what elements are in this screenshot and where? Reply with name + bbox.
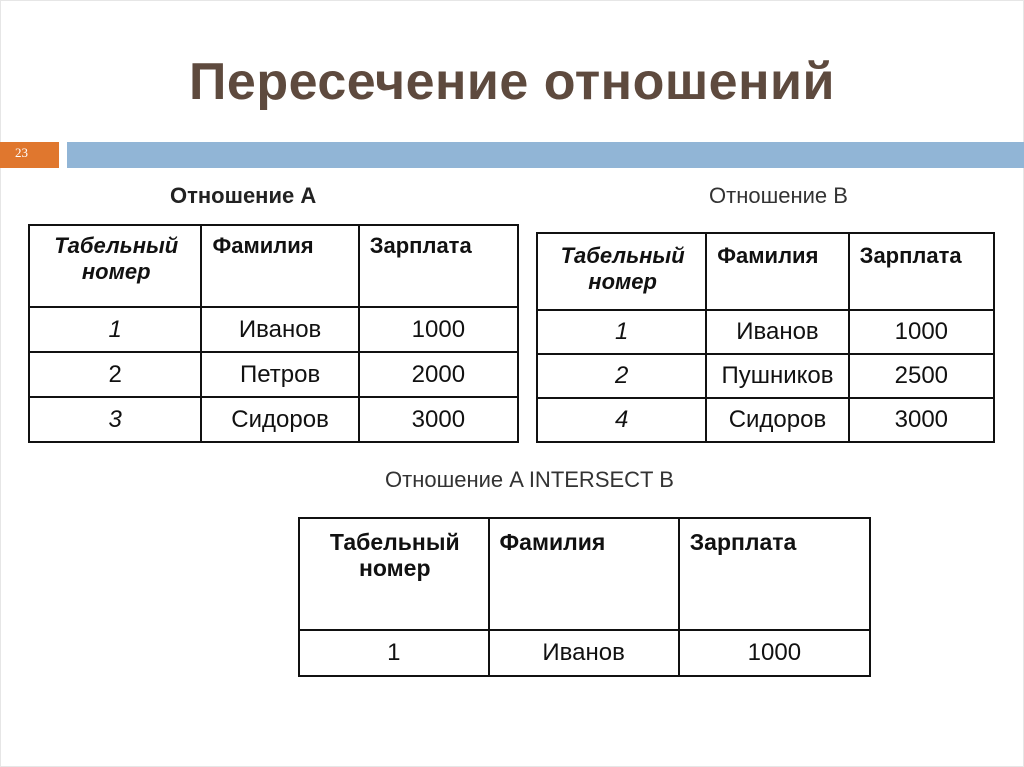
table-cell: 2500 <box>849 354 994 398</box>
column-header: Фамилия <box>201 225 358 307</box>
table-row <box>299 630 870 676</box>
relation-b-table <box>536 232 995 443</box>
relation-a-caption: Отношение А <box>170 183 317 208</box>
relation-a-table <box>28 224 519 443</box>
header-rule-bar <box>67 142 1024 168</box>
table-cell: 3000 <box>359 397 518 442</box>
slide-title: Пересечение отношений <box>189 53 835 111</box>
table-header-row <box>29 225 518 307</box>
column-header: Зарплата <box>679 518 870 630</box>
table-cell: Иванов <box>201 307 358 352</box>
table-cell: Иванов <box>489 630 679 676</box>
table-cell: 1 <box>537 310 706 354</box>
table-cell: 1000 <box>359 307 518 352</box>
table-row <box>29 397 518 442</box>
table-row <box>537 398 994 442</box>
table-cell: Петров <box>201 352 358 397</box>
column-header: Фамилия <box>706 233 848 310</box>
table-cell: 2 <box>29 352 201 397</box>
relation-b-caption: Отношение В <box>709 183 848 208</box>
table-cell: 1 <box>29 307 201 352</box>
table-cell: 1 <box>299 630 489 676</box>
table-cell: 1000 <box>679 630 870 676</box>
column-header: Фамилия <box>489 518 679 630</box>
table-cell: Пушников <box>706 354 848 398</box>
table-cell: Сидоров <box>201 397 358 442</box>
table-header-row <box>299 518 870 630</box>
table-header-row <box>537 233 994 310</box>
table-cell: 3 <box>29 397 201 442</box>
table-cell: 1000 <box>849 310 994 354</box>
column-header: Зарплата <box>359 225 518 307</box>
column-header: Зарплата <box>849 233 994 310</box>
slide-number: 23 <box>0 142 59 168</box>
table-cell: Иванов <box>706 310 848 354</box>
table-cell: Сидоров <box>706 398 848 442</box>
table-row <box>537 310 994 354</box>
column-header: Табельный номер <box>299 518 489 630</box>
table-row <box>29 352 518 397</box>
table-cell: 3000 <box>849 398 994 442</box>
intersect-table <box>298 517 871 677</box>
column-header: Табельный номер <box>29 225 201 307</box>
column-header: Табельный номер <box>537 233 706 310</box>
table-cell: 2 <box>537 354 706 398</box>
intersect-caption: Отношение A INTERSECT B <box>385 467 674 492</box>
table-row <box>29 307 518 352</box>
table-row <box>537 354 994 398</box>
table-cell: 2000 <box>359 352 518 397</box>
table-cell: 4 <box>537 398 706 442</box>
